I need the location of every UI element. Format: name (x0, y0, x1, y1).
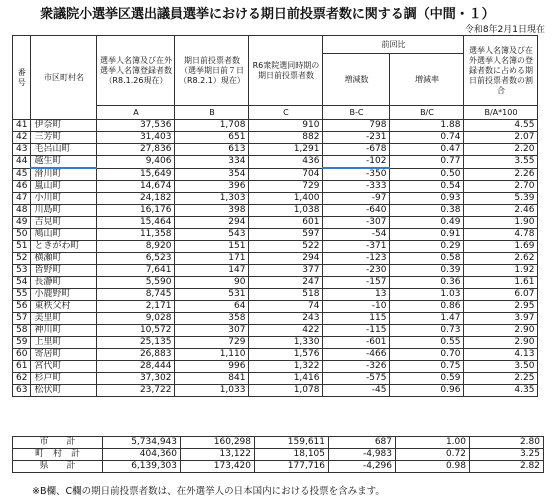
difference: -350 (323, 168, 390, 181)
previous-early-vote-count: 18,105 (255, 449, 329, 461)
rate: 0.55 (390, 337, 464, 349)
ratio: 2.90 (464, 337, 538, 349)
table-row (13, 349, 538, 361)
row-number: 57 (13, 313, 31, 325)
rate: 0.73 (390, 325, 464, 337)
municipality-name: 鳩山町 (31, 229, 97, 241)
table-row (13, 205, 538, 217)
difference: -601 (323, 337, 390, 349)
rate: 0.91 (390, 229, 464, 241)
municipality-name: 皆野町 (31, 265, 97, 277)
row-number: 43 (13, 144, 31, 156)
ratio: 3.55 (464, 156, 538, 169)
difference: 115 (323, 313, 390, 325)
rate: 1.00 (396, 437, 470, 449)
registered-count: 9,028 (97, 313, 175, 325)
difference: -10 (323, 301, 390, 313)
previous-early-vote-count: 518 (249, 289, 323, 301)
ratio: 3.50 (464, 361, 538, 373)
early-vote-count: 90 (175, 277, 249, 289)
rate: 0.49 (390, 217, 464, 229)
row-number: 61 (13, 361, 31, 373)
table-row (13, 193, 538, 205)
early-vote-count: 160,298 (181, 437, 255, 449)
difference: 687 (329, 437, 396, 449)
ratio: 2.90 (464, 325, 538, 337)
difference: -333 (323, 181, 390, 193)
municipality-name: ときがわ町 (31, 241, 97, 253)
row-number: 53 (13, 265, 31, 277)
header-letter-b-div-c: B/C (390, 106, 464, 120)
table-row (13, 253, 538, 265)
row-number: 46 (13, 181, 31, 193)
total-label: 町 村 計 (13, 449, 103, 461)
early-vote-count: 354 (175, 168, 249, 181)
early-vote-count: 13,122 (181, 449, 255, 461)
early-vote-count: 173,420 (181, 461, 255, 473)
table-row (13, 217, 538, 229)
registered-count: 28,444 (97, 361, 175, 373)
table-row (13, 229, 538, 241)
totals-row (13, 449, 544, 461)
previous-early-vote-count: 422 (249, 325, 323, 337)
municipality-name: 横瀬町 (31, 253, 97, 265)
municipality-name: 小川町 (31, 193, 97, 205)
table-row (13, 241, 538, 253)
difference: 13 (323, 289, 390, 301)
municipality-name: 神川町 (31, 325, 97, 337)
registered-count: 10,572 (97, 325, 175, 337)
row-number: 48 (13, 205, 31, 217)
table-row (13, 277, 538, 289)
ratio: 2.46 (464, 205, 538, 217)
difference: -466 (323, 349, 390, 361)
header-letter-b-c: B-C (323, 106, 390, 120)
ratio: 3.25 (470, 449, 544, 461)
rate: 0.98 (396, 461, 470, 473)
difference: -575 (323, 373, 390, 385)
previous-early-vote-count: 1,576 (249, 349, 323, 361)
table-row (13, 132, 538, 144)
ratio: 5.39 (464, 193, 538, 205)
early-vote-count: 543 (175, 229, 249, 241)
early-vote-count: 294 (175, 217, 249, 229)
early-vote-count: 1,110 (175, 349, 249, 361)
early-vote-count: 147 (175, 265, 249, 277)
municipality-name: 伊奈町 (31, 120, 97, 132)
municipality-name: 小鹿野町 (31, 289, 97, 301)
previous-early-vote-count: 243 (249, 313, 323, 325)
difference: -230 (323, 265, 390, 277)
difference: -231 (323, 132, 390, 144)
ratio: 1.92 (464, 265, 538, 277)
row-number: 41 (13, 120, 31, 132)
totals-row (13, 437, 544, 449)
rate: 0.47 (390, 144, 464, 156)
row-number: 42 (13, 132, 31, 144)
row-number: 50 (13, 229, 31, 241)
previous-early-vote-count: 1,322 (249, 361, 323, 373)
rate: 0.58 (390, 253, 464, 265)
municipality-name: 美里町 (31, 313, 97, 325)
table-row (13, 168, 538, 181)
difference: -326 (323, 361, 390, 373)
registered-count: 8,920 (97, 241, 175, 253)
row-number: 58 (13, 325, 31, 337)
early-vote-count: 651 (175, 132, 249, 144)
municipality-name: 三芳町 (31, 132, 97, 144)
registered-count: 26,883 (97, 349, 175, 361)
header-number: 番号 (13, 36, 31, 120)
row-number: 49 (13, 217, 31, 229)
early-vote-count: 996 (175, 361, 249, 373)
municipality-name: 越生町 (31, 156, 97, 169)
early-vote-count: 334 (175, 156, 249, 169)
rate: 0.96 (390, 385, 464, 397)
early-vote-count: 398 (175, 205, 249, 217)
rate: 0.39 (390, 265, 464, 277)
registered-count: 15,464 (97, 217, 175, 229)
ratio: 4.35 (464, 385, 538, 397)
header-ratio: 選挙人名簿及び在外選挙人名簿の登録者数に占める期日前投票者数の割合 (464, 36, 538, 106)
registered-count: 9,406 (97, 156, 175, 169)
page-title: 衆議院小選挙区選出議員選挙における期日前投票者数に関する調（中間・１） (40, 7, 495, 22)
registered-count: 6,139,303 (103, 461, 181, 473)
rate: 0.86 (390, 301, 464, 313)
row-number: 63 (13, 385, 31, 397)
early-vote-count: 358 (175, 313, 249, 325)
difference: -54 (323, 229, 390, 241)
rate: 0.72 (396, 449, 470, 461)
early-vote-count: 396 (175, 181, 249, 193)
difference: -4,983 (329, 449, 396, 461)
previous-early-vote-count: 1,078 (249, 385, 323, 397)
difference: -640 (323, 205, 390, 217)
municipality-name: 上里町 (31, 337, 97, 349)
ratio: 4.55 (464, 120, 538, 132)
municipality-name: 東秩父村 (31, 301, 97, 313)
ratio: 4.13 (464, 349, 538, 361)
previous-early-vote-count: 601 (249, 217, 323, 229)
ratio: 2.80 (470, 437, 544, 449)
difference: -97 (323, 193, 390, 205)
registered-count: 5,734,943 (103, 437, 181, 449)
difference: -102 (323, 156, 390, 169)
rate: 0.93 (390, 193, 464, 205)
municipality-name: 寄居町 (31, 349, 97, 361)
difference: -4,296 (329, 461, 396, 473)
ratio: 1.90 (464, 217, 538, 229)
header-letter-c: C (249, 106, 323, 120)
early-vote-count: 1,033 (175, 385, 249, 397)
row-number: 47 (13, 193, 31, 205)
total-label: 県 計 (13, 461, 103, 473)
difference: -678 (323, 144, 390, 156)
previous-early-vote-count: 294 (249, 253, 323, 265)
header-letter-ratio: B/A*100 (464, 106, 538, 120)
row-number: 45 (13, 168, 31, 181)
previous-early-vote-count: 1,400 (249, 193, 323, 205)
municipality-name: 毛呂山町 (31, 144, 97, 156)
registered-count: 25,135 (97, 337, 175, 349)
table-row (13, 265, 538, 277)
ratio: 2.70 (464, 181, 538, 193)
previous-early-vote-count: 1,038 (249, 205, 323, 217)
previous-early-vote-count: 159,611 (255, 437, 329, 449)
table-row (13, 120, 538, 132)
table-row (13, 181, 538, 193)
header-early-votes: 期日前投票者数（選挙期日前７日（R8.2.1）現在） (175, 36, 249, 106)
row-number: 44 (13, 156, 31, 169)
early-vote-count: 841 (175, 373, 249, 385)
total-label: 市 計 (13, 437, 103, 449)
header-letter-b: B (175, 106, 249, 120)
registered-count: 2,171 (97, 301, 175, 313)
previous-early-vote-count: 910 (249, 120, 323, 132)
row-number: 56 (13, 301, 31, 313)
ratio: 2.95 (464, 301, 538, 313)
registered-count: 404,360 (103, 449, 181, 461)
early-vote-count: 151 (175, 241, 249, 253)
early-vote-count: 531 (175, 289, 249, 301)
footnote: ※B欄、C欄の期日前投票者数は、在外選挙人の日本国内における投票を含みます。 (32, 486, 385, 497)
municipality-name: 杉戸町 (31, 373, 97, 385)
early-vote-count: 1,303 (175, 193, 249, 205)
rate: 0.59 (390, 373, 464, 385)
registered-count: 16,176 (97, 205, 175, 217)
previous-early-vote-count: 1,416 (249, 373, 323, 385)
rate: 0.75 (390, 361, 464, 373)
table-row (13, 144, 538, 156)
rate: 0.74 (390, 132, 464, 144)
row-number: 54 (13, 277, 31, 289)
rate: 0.77 (390, 156, 464, 169)
registered-count: 11,358 (97, 229, 175, 241)
rate: 1.47 (390, 313, 464, 325)
registered-count: 5,590 (97, 277, 175, 289)
municipality-name: 川島町 (31, 205, 97, 217)
table-row (13, 361, 538, 373)
difference: -123 (323, 253, 390, 265)
previous-early-vote-count: 597 (249, 229, 323, 241)
table-row (13, 301, 538, 313)
early-vote-count: 613 (175, 144, 249, 156)
difference: -307 (323, 217, 390, 229)
previous-early-vote-count: 436 (249, 156, 323, 169)
table-row (13, 156, 538, 169)
municipality-name: 長瀞町 (31, 277, 97, 289)
table-row (13, 313, 538, 325)
previous-early-vote-count: 882 (249, 132, 323, 144)
previous-early-vote-count: 177,716 (255, 461, 329, 473)
ratio: 1.69 (464, 241, 538, 253)
report-date: 令和8年2月1日現在 (464, 25, 545, 35)
municipality-name: 嵐山町 (31, 181, 97, 193)
registered-count: 37,302 (97, 373, 175, 385)
registered-count: 8,745 (97, 289, 175, 301)
row-number: 51 (13, 241, 31, 253)
previous-early-vote-count: 377 (249, 265, 323, 277)
early-vote-count: 171 (175, 253, 249, 265)
ratio: 2.25 (464, 373, 538, 385)
rate: 1.88 (390, 120, 464, 132)
table-row (13, 325, 538, 337)
registered-count: 31,403 (97, 132, 175, 144)
rate: 0.70 (390, 349, 464, 361)
ratio: 6.07 (464, 289, 538, 301)
rate: 0.29 (390, 241, 464, 253)
previous-early-vote-count: 247 (249, 277, 323, 289)
table-row (13, 337, 538, 349)
rate: 1.03 (390, 289, 464, 301)
header-diff: 増減数 (323, 54, 390, 106)
difference: -45 (323, 385, 390, 397)
ratio: 2.82 (470, 461, 544, 473)
row-number: 52 (13, 253, 31, 265)
early-vote-count: 729 (175, 337, 249, 349)
registered-count: 23,722 (97, 385, 175, 397)
row-number: 55 (13, 289, 31, 301)
ratio: 4.78 (464, 229, 538, 241)
early-vote-count: 64 (175, 301, 249, 313)
previous-early-vote-count: 729 (249, 181, 323, 193)
row-number: 60 (13, 349, 31, 361)
registered-count: 6,523 (97, 253, 175, 265)
rate: 0.38 (390, 205, 464, 217)
registered-count: 7,641 (97, 265, 175, 277)
municipality-name: 吉見町 (31, 217, 97, 229)
ratio: 2.20 (464, 144, 538, 156)
previous-early-vote-count: 74 (249, 301, 323, 313)
table-row (13, 289, 538, 301)
municipality-name: 滑川町 (31, 168, 97, 181)
rate: 0.36 (390, 277, 464, 289)
ratio: 2.62 (464, 253, 538, 265)
early-vote-count: 1,708 (175, 120, 249, 132)
municipality-name: 松伏町 (31, 385, 97, 397)
difference: -115 (323, 325, 390, 337)
ratio: 2.26 (464, 168, 538, 181)
previous-early-vote-count: 1,330 (249, 337, 323, 349)
row-number: 59 (13, 337, 31, 349)
registered-count: 24,182 (97, 193, 175, 205)
rate: 0.54 (390, 181, 464, 193)
rate: 0.50 (390, 168, 464, 181)
early-voting-table (12, 35, 538, 397)
header-registered: 選挙人名簿及び在外選挙人名簿登録者数（R8.1.26現在） (97, 36, 175, 106)
previous-early-vote-count: 522 (249, 241, 323, 253)
registered-count: 37,536 (97, 120, 175, 132)
header-comparison: 前回比 (323, 36, 464, 54)
header-municipality: 市区町村名 (31, 36, 97, 120)
early-vote-count: 307 (175, 325, 249, 337)
ratio: 3.97 (464, 313, 538, 325)
registered-count: 15,649 (97, 168, 175, 181)
registered-count: 27,836 (97, 144, 175, 156)
ratio: 2.07 (464, 132, 538, 144)
municipality-name: 宮代町 (31, 361, 97, 373)
row-number: 62 (13, 373, 31, 385)
table-row (13, 373, 538, 385)
header-rate: 増減率 (390, 54, 464, 106)
previous-early-vote-count: 1,291 (249, 144, 323, 156)
table-row (13, 385, 538, 397)
totals-table (12, 436, 544, 473)
header-previous-early-votes: R6衆院選同時期の期日前投票者数 (249, 36, 323, 106)
difference: -371 (323, 241, 390, 253)
totals-row (13, 461, 544, 473)
previous-early-vote-count: 704 (249, 168, 323, 181)
difference: 798 (323, 120, 390, 132)
header-letter-a: A (97, 106, 175, 120)
registered-count: 14,674 (97, 181, 175, 193)
ratio: 1.61 (464, 277, 538, 289)
difference: -157 (323, 277, 390, 289)
